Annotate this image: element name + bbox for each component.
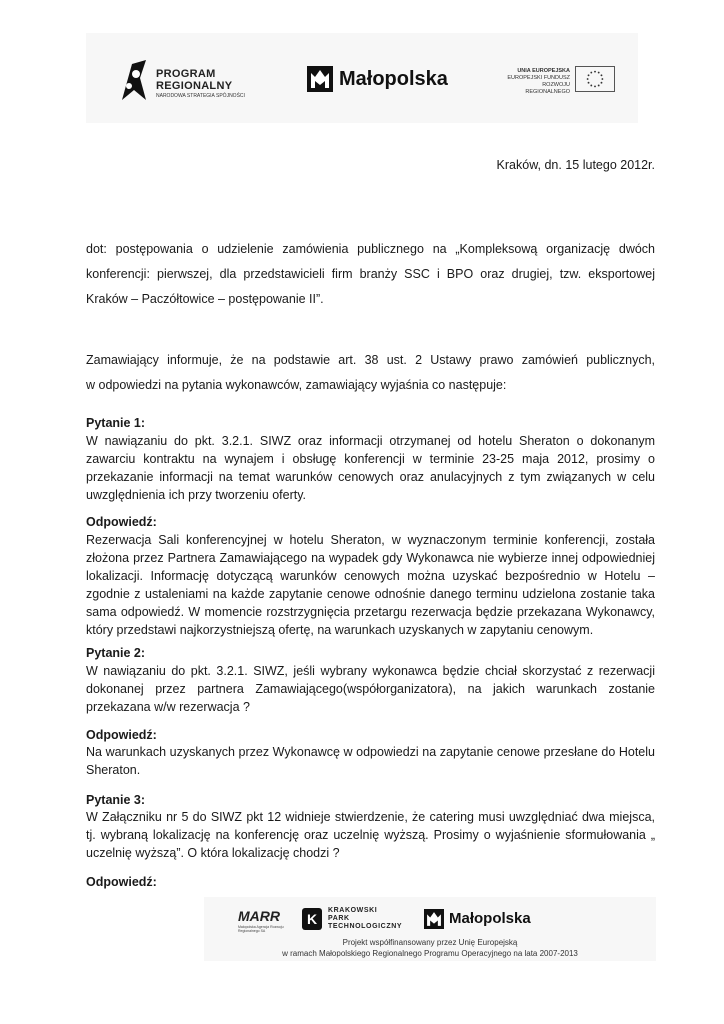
program-regionalny-logo — [120, 58, 260, 104]
malopolska-logo-header — [307, 66, 457, 96]
letter-date: Kraków, dn. 15 lutego 2012r. — [496, 158, 655, 172]
malopolska-logo-text: Małopolska — [339, 68, 448, 90]
eu-logo — [500, 66, 620, 96]
malopolska-logo-footer — [424, 909, 544, 933]
kpt-line3: TECHNOLOGICZNY — [328, 923, 403, 930]
question-1-text: W nawiązaniu do pkt. 3.2.1. SIWZ oraz informacji otrzymanej od hotelu Sheraton o dokonanym zawarciu kontraktu na wynajem i obsługę konferencji w terminie 23-25 maja 2012, prosimy o przekazanie informacji na temat warunków cenowych oraz anulacyjnych z tym związanych w celu uwzględnienia ich przy tworzeniu oferty. — [86, 434, 655, 502]
answer-2-label: Odpowiedź: — [86, 728, 157, 742]
malopolska-emblem-icon — [307, 66, 333, 92]
eu-logo-line1: UNIA EUROPEJSKA — [517, 68, 570, 74]
question-2-label: Pytanie 2: — [86, 646, 146, 660]
question-1-label: Pytanie 1: — [86, 416, 146, 430]
marr-logo-text: MARR — [238, 908, 280, 924]
answer-2-text: Na warunkach uzyskanych przez Wykonawcę w odpowiedzi na zapytanie cenowe przesłane do Hotelu Sheraton. — [86, 745, 655, 777]
eu-logo-line3: ROZWOJU REGIONALNEGO — [525, 82, 570, 95]
kpt-logo-text — [328, 907, 402, 931]
malopolska-emblem-icon — [424, 909, 444, 929]
marr-logo — [238, 908, 298, 938]
program-logo-line1: PROGRAM — [156, 68, 216, 80]
krakowski-park-technologiczny-logo — [302, 906, 417, 936]
subject-line-3: Kraków – Paczółtowice – postępowanie II”. — [86, 292, 324, 306]
question-2-text: W nawiązaniu do pkt. 3.2.1. SIWZ, jeśli wybrany wykonawca będzie chciał skorzystać z rezerwacji dokonanej przez partnera Zamawiającego(współorganizatora), na jakich warunkach zostanie przekazana w/w rezerwacja ? — [86, 664, 655, 714]
intro-line-1: Zamawiający informuje, że na podstawie art. 38 ust. 2 Ustawy prawo zamówień publicznych, — [86, 353, 655, 367]
malopolska-footer-text: Małopolska — [449, 910, 531, 927]
program-regionalny-emblem-icon — [120, 60, 148, 102]
answer-1-label: Odpowiedź: — [86, 515, 157, 529]
marr-logo-subtext: Małopolska Agencja Rozwoju Regionalnego SA — [238, 925, 284, 933]
program-logo-line2: REGIONALNY — [156, 80, 233, 92]
program-logo-line3: NARODOWA STRATEGIA SPÓJNOŚCI — [156, 93, 245, 99]
footer-note-line1: Projekt współfinansowany przez Unię Europejską — [342, 938, 518, 947]
subject-line-1: dot: postępowania o udzielenie zamówienia publicznego na „Kompleksową organizację dwóch — [86, 242, 655, 256]
eu-logo-line2: EUROPEJSKI FUNDUSZ — [507, 75, 570, 81]
kpt-line1: KRAKOWSKI — [328, 907, 378, 914]
intro-line-2: w odpowiedzi na pytania wykonawców, zamawiający wyjaśnia co następuje: — [86, 378, 507, 392]
question-3-text: W Załączniku nr 5 do SIWZ pkt 12 widnieje stwierdzenie, że catering musi uwzględniać dwa miejsca, tj. wybraną lokalizację na konferencję oraz uczelnię wyższą. Prosimy o wyjaśnienie sformułowania „ uczelnię wyższą”. O która lokalizację chodzi ? — [86, 810, 655, 860]
kpt-k-icon: K — [302, 908, 322, 930]
answer-1-text: Rezerwacja Sali konferencyjnej w hotelu Sheraton, w wyznaczonym terminie konferencji, została złożona przez Partnera Zamawiającego na wypadek gdy Wykonawca nie wybierze innej odpowiedniej lokalizacji. Informację dotyczącą warunków cenowych można uzyskać bezpośrednio w Hotelu – zgodnie z ustaleniami na każde zapytanie cenowe odnośnie danego terminu udzielona zostanie taka sama odpowiedź. W momencie rozstrzygnięcia przetargu rezerwacja będzie przekazana Wykonawcy, który przedstawi najkorzystniejszą ofertę, na warunkach uzyskanych w zapytaniu cenowym. — [86, 533, 655, 637]
footer-note-line2: w ramach Małopolskiego Regionalnego Programu Operacyjnego na lata 2007-2013 — [282, 949, 578, 958]
subject-line-2: konferencji: pierwszej, dla przedstawicieli firm branży SSC i BPO oraz drugiej, tzw. eksportowej — [86, 267, 655, 281]
footer-cofinancing-note — [204, 937, 656, 959]
kpt-line2: PARK — [328, 915, 350, 922]
eu-flag-icon — [575, 66, 615, 92]
question-3-label: Pytanie 3: — [86, 793, 146, 807]
eu-logo-text — [500, 68, 570, 96]
answer-3-label: Odpowiedź: — [86, 875, 157, 889]
